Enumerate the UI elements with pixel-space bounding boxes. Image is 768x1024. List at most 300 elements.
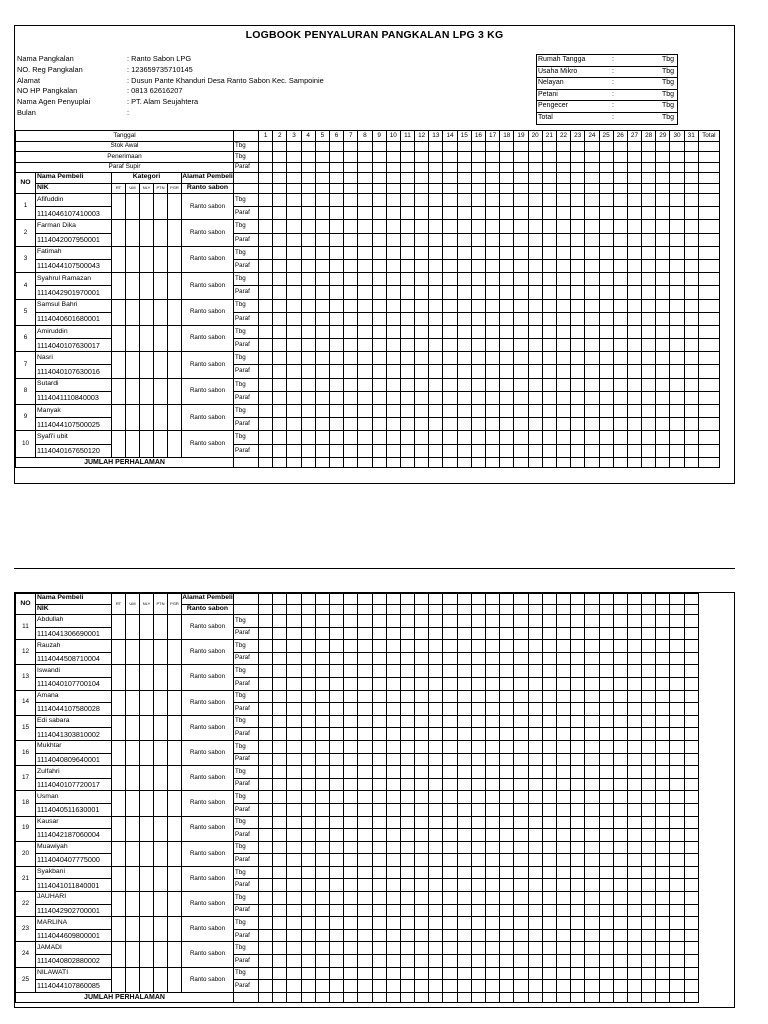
- category-cell: [168, 220, 182, 246]
- day-cell: [287, 980, 301, 993]
- day-cell: [514, 929, 528, 942]
- day-number: 21: [542, 131, 556, 142]
- day-cell: [627, 339, 641, 352]
- day-cell: [386, 627, 400, 640]
- day-cell: [315, 904, 329, 917]
- day-cell: [301, 173, 315, 184]
- day-cell: [273, 640, 287, 653]
- day-cell: [344, 339, 358, 352]
- day-cell: [642, 286, 656, 299]
- day-cell: [613, 594, 627, 605]
- day-number: 6: [329, 131, 343, 142]
- day-cell: [585, 703, 599, 716]
- day-cell: [642, 173, 656, 184]
- day-cell: [301, 162, 315, 173]
- day-cell: [273, 615, 287, 628]
- category-code: RT: [112, 183, 126, 194]
- day-cell: [386, 652, 400, 665]
- day-cell: [585, 183, 599, 194]
- day-cell: [358, 929, 372, 942]
- day-cell: [656, 829, 670, 842]
- day-cell: [542, 152, 556, 163]
- day-cell: [372, 917, 386, 930]
- day-cell: [400, 690, 414, 703]
- day-cell: [429, 829, 443, 842]
- day-cell: [457, 352, 471, 365]
- table-row: [16, 194, 720, 207]
- day-cell: [329, 457, 343, 468]
- day-cell: [301, 892, 315, 905]
- day-cell: [372, 955, 386, 968]
- day-cell: [627, 816, 641, 829]
- day-cell: [599, 665, 613, 678]
- day-cell: [670, 665, 684, 678]
- day-cell: [273, 841, 287, 854]
- day-cell: [315, 378, 329, 391]
- day-cell: [500, 594, 514, 605]
- day-cell: [514, 604, 528, 615]
- day-cell: [400, 829, 414, 842]
- day-cell: [273, 955, 287, 968]
- day-cell: [585, 457, 599, 468]
- day-cell: [301, 233, 315, 246]
- day-cell: [571, 866, 585, 879]
- day-number: 9: [372, 131, 386, 142]
- day-cell: [386, 183, 400, 194]
- day-cell: [358, 246, 372, 259]
- day-cell: [599, 273, 613, 286]
- day-cell: [400, 992, 414, 1003]
- day-cell: [301, 141, 315, 152]
- day-cell: [613, 339, 627, 352]
- day-cell: [457, 418, 471, 431]
- day-cell: [301, 352, 315, 365]
- day-cell: [556, 753, 570, 766]
- day-cell: [344, 183, 358, 194]
- day-cell: [315, 753, 329, 766]
- day-cell: [514, 766, 528, 779]
- day-cell: [386, 942, 400, 955]
- day-cell: [642, 207, 656, 220]
- day-cell: [329, 942, 343, 955]
- day-cell: [415, 299, 429, 312]
- day-cell: [329, 207, 343, 220]
- day-cell: [457, 942, 471, 955]
- day-cell: [642, 365, 656, 378]
- day-cell: [599, 152, 613, 163]
- day-cell: [684, 594, 698, 605]
- category-cell: [168, 816, 182, 841]
- day-cell: [599, 246, 613, 259]
- category-cell: [126, 942, 140, 967]
- day-cell: [599, 640, 613, 653]
- day-cell: [627, 677, 641, 690]
- day-cell: [486, 703, 500, 716]
- day-cell: [386, 273, 400, 286]
- total-cell: [698, 352, 719, 365]
- day-cell: [514, 418, 528, 431]
- day-cell: [429, 246, 443, 259]
- day-cell: [556, 325, 570, 338]
- day-cell: [443, 829, 457, 842]
- day-cell: [259, 604, 273, 615]
- day-cell: [542, 418, 556, 431]
- category-cell: [126, 715, 140, 740]
- day-cell: [429, 207, 443, 220]
- buyer-address: Ranto sabon: [182, 325, 234, 351]
- day-cell: [514, 892, 528, 905]
- day-cell: [358, 841, 372, 854]
- unit-tbg: Tbg: [234, 917, 259, 930]
- day-cell: [599, 791, 613, 804]
- day-cell: [571, 929, 585, 942]
- day-cell: [486, 233, 500, 246]
- day-cell: [457, 703, 471, 716]
- day-cell: [613, 286, 627, 299]
- day-cell: [443, 312, 457, 325]
- day-cell: [486, 690, 500, 703]
- category-cell: [126, 766, 140, 791]
- day-cell: [259, 677, 273, 690]
- header-paraf-supir: Paraf Supir: [16, 162, 234, 173]
- category-code: NLY: [140, 183, 154, 194]
- day-cell: [656, 740, 670, 753]
- day-cell: [259, 594, 273, 605]
- day-cell: [500, 152, 514, 163]
- day-cell: [528, 627, 542, 640]
- day-cell: [400, 391, 414, 404]
- day-cell: [528, 431, 542, 444]
- day-cell: [443, 892, 457, 905]
- buyer-address: Ranto sabon: [182, 615, 234, 640]
- day-cell: [443, 715, 457, 728]
- day-cell: [627, 992, 641, 1003]
- day-cell: [542, 299, 556, 312]
- day-cell: [273, 652, 287, 665]
- day-cell: [259, 803, 273, 816]
- day-cell: [386, 220, 400, 233]
- day-cell: [415, 141, 429, 152]
- category-cell: [112, 740, 126, 765]
- day-cell: [344, 194, 358, 207]
- day-cell: [684, 286, 698, 299]
- day-cell: [571, 778, 585, 791]
- category-cell: [168, 194, 182, 220]
- day-cell: [301, 791, 315, 804]
- day-cell: [344, 207, 358, 220]
- day-cell: [273, 246, 287, 259]
- day-cell: [642, 457, 656, 468]
- day-cell: [486, 677, 500, 690]
- day-cell: [528, 791, 542, 804]
- buyer-nik: 1114040107630016: [36, 365, 112, 378]
- day-cell: [528, 339, 542, 352]
- day-cell: [415, 207, 429, 220]
- day-cell: [344, 325, 358, 338]
- day-cell: [585, 967, 599, 980]
- day-cell: [656, 753, 670, 766]
- category-cell: [112, 325, 126, 351]
- day-cell: [599, 841, 613, 854]
- category-cell: [140, 220, 154, 246]
- day-cell: [429, 378, 443, 391]
- day-cell: [471, 980, 485, 993]
- day-cell: [358, 980, 372, 993]
- day-cell: [443, 325, 457, 338]
- day-cell: [443, 594, 457, 605]
- day-cell: [287, 312, 301, 325]
- category-cell: [168, 299, 182, 325]
- day-cell: [642, 312, 656, 325]
- day-cell: [684, 766, 698, 779]
- day-cell: [386, 457, 400, 468]
- day-cell: [627, 766, 641, 779]
- day-cell: [457, 325, 471, 338]
- table-row: [16, 220, 720, 233]
- day-cell: [486, 183, 500, 194]
- table-row: [16, 405, 720, 418]
- category-cell: [126, 220, 140, 246]
- day-cell: [259, 444, 273, 457]
- day-cell: [471, 715, 485, 728]
- day-cell: [301, 339, 315, 352]
- day-cell: [500, 259, 514, 272]
- day-cell: [344, 141, 358, 152]
- day-cell: [514, 690, 528, 703]
- day-cell: [656, 365, 670, 378]
- buyer-no: 23: [16, 917, 36, 942]
- day-cell: [429, 980, 443, 993]
- day-cell: [415, 904, 429, 917]
- day-cell: [670, 980, 684, 993]
- day-cell: [585, 892, 599, 905]
- day-cell: [344, 286, 358, 299]
- day-cell: [627, 753, 641, 766]
- total-cell: [698, 173, 719, 184]
- day-cell: [656, 286, 670, 299]
- day-cell: [429, 791, 443, 804]
- day-cell: [315, 627, 329, 640]
- buyer-nik: 1114041306690001: [36, 627, 112, 640]
- day-cell: [556, 615, 570, 628]
- day-cell: [429, 841, 443, 854]
- day-cell: [329, 803, 343, 816]
- day-cell: [372, 391, 386, 404]
- day-cell: [415, 405, 429, 418]
- day-cell: [315, 778, 329, 791]
- day-cell: [259, 162, 273, 173]
- day-cell: [627, 955, 641, 968]
- day-cell: [273, 339, 287, 352]
- day-cell: [358, 312, 372, 325]
- day-cell: [528, 194, 542, 207]
- day-cell: [656, 183, 670, 194]
- day-cell: [287, 604, 301, 615]
- day-cell: [486, 740, 500, 753]
- day-cell: [315, 162, 329, 173]
- day-cell: [415, 967, 429, 980]
- day-cell: [571, 339, 585, 352]
- day-cell: [486, 246, 500, 259]
- day-cell: [287, 173, 301, 184]
- day-cell: [315, 352, 329, 365]
- day-cell: [344, 615, 358, 628]
- unit-paraf: Paraf: [234, 904, 259, 917]
- table-row: [16, 640, 720, 653]
- day-cell: [599, 929, 613, 942]
- day-cell: [500, 312, 514, 325]
- day-number: 13: [429, 131, 443, 142]
- day-cell: [542, 980, 556, 993]
- day-cell: [301, 955, 315, 968]
- day-cell: [372, 233, 386, 246]
- day-cell: [471, 753, 485, 766]
- day-cell: [656, 980, 670, 993]
- day-cell: [599, 740, 613, 753]
- buyer-address: Ranto sabon: [182, 352, 234, 378]
- category-cell: [126, 866, 140, 891]
- table-row: [16, 173, 720, 184]
- day-cell: [386, 967, 400, 980]
- day-cell: [486, 640, 500, 653]
- day-cell: [471, 640, 485, 653]
- category-cell: [140, 917, 154, 942]
- day-cell: [315, 841, 329, 854]
- day-cell: [287, 866, 301, 879]
- day-cell: [287, 286, 301, 299]
- day-cell: [386, 365, 400, 378]
- day-cell: [400, 929, 414, 942]
- day-cell: [372, 194, 386, 207]
- day-cell: [656, 992, 670, 1003]
- buyer-name: Amana: [36, 690, 112, 703]
- buyer-nik: 1114040107700104: [36, 677, 112, 690]
- day-cell: [642, 677, 656, 690]
- day-cell: [599, 753, 613, 766]
- day-cell: [287, 904, 301, 917]
- day-cell: [486, 652, 500, 665]
- category-code: UM: [126, 594, 140, 615]
- day-cell: [259, 917, 273, 930]
- day-cell: [556, 173, 570, 184]
- day-cell: [585, 854, 599, 867]
- day-cell: [627, 615, 641, 628]
- day-cell: [613, 259, 627, 272]
- day-cell: [542, 879, 556, 892]
- day-cell: [670, 259, 684, 272]
- day-cell: [500, 766, 514, 779]
- day-cell: [528, 405, 542, 418]
- day-cell: [627, 854, 641, 867]
- day-cell: [556, 904, 570, 917]
- info-alamat: Alamat : Dusun Pante Khanduri Desa Ranto Sabon Kec. Sampoinie: [17, 75, 324, 85]
- buyer-address: Ranto sabon: [182, 866, 234, 891]
- day-cell: [571, 259, 585, 272]
- day-cell: [471, 259, 485, 272]
- day-cell: [486, 418, 500, 431]
- day-cell: [642, 715, 656, 728]
- day-cell: [684, 829, 698, 842]
- category-code: UM: [126, 183, 140, 194]
- day-cell: [656, 627, 670, 640]
- day-cell: [514, 312, 528, 325]
- day-cell: [315, 141, 329, 152]
- category-cell: [140, 942, 154, 967]
- day-cell: [386, 766, 400, 779]
- day-cell: [542, 829, 556, 842]
- day-cell: [500, 405, 514, 418]
- day-cell: [542, 233, 556, 246]
- day-cell: [571, 816, 585, 829]
- day-cell: [400, 444, 414, 457]
- day-cell: [415, 259, 429, 272]
- day-cell: [429, 866, 443, 879]
- day-cell: [301, 640, 315, 653]
- day-cell: [400, 152, 414, 163]
- category-cell: [168, 690, 182, 715]
- table-row: [16, 690, 720, 703]
- day-cell: [514, 173, 528, 184]
- day-cell: [273, 816, 287, 829]
- day-cell: [329, 665, 343, 678]
- day-cell: [344, 879, 358, 892]
- day-cell: [486, 942, 500, 955]
- day-cell: [344, 841, 358, 854]
- day-cell: [287, 339, 301, 352]
- day-cell: [443, 259, 457, 272]
- total-cell: [698, 378, 719, 391]
- day-cell: [528, 690, 542, 703]
- day-cell: [329, 615, 343, 628]
- day-cell: [329, 892, 343, 905]
- day-cell: [344, 431, 358, 444]
- day-cell: [542, 173, 556, 184]
- buyer-name: Mukhtar: [36, 740, 112, 753]
- day-cell: [542, 378, 556, 391]
- day-cell: [528, 220, 542, 233]
- day-cell: [457, 141, 471, 152]
- day-cell: [457, 841, 471, 854]
- day-cell: [415, 942, 429, 955]
- day-cell: [613, 444, 627, 457]
- day-cell: [627, 299, 641, 312]
- day-cell: [358, 778, 372, 791]
- day-cell: [542, 866, 556, 879]
- day-cell: [627, 703, 641, 716]
- buyer-name: MARLINA: [36, 917, 112, 930]
- day-cell: [259, 391, 273, 404]
- day-cell: [457, 173, 471, 184]
- day-cell: [429, 299, 443, 312]
- category-cell: [140, 816, 154, 841]
- day-cell: [642, 339, 656, 352]
- category-cell: [112, 917, 126, 942]
- day-cell: [500, 803, 514, 816]
- day-cell: [684, 955, 698, 968]
- category-row: Nelayan : Tbg: [537, 78, 677, 90]
- header-tanggal: Tanggal: [16, 131, 234, 142]
- day-cell: [415, 194, 429, 207]
- day-cell: [287, 652, 301, 665]
- day-cell: [457, 929, 471, 942]
- day-cell: [315, 312, 329, 325]
- buyer-no: 16: [16, 740, 36, 765]
- day-cell: [613, 904, 627, 917]
- day-cell: [670, 405, 684, 418]
- day-cell: [684, 640, 698, 653]
- day-cell: [642, 866, 656, 879]
- day-cell: [315, 173, 329, 184]
